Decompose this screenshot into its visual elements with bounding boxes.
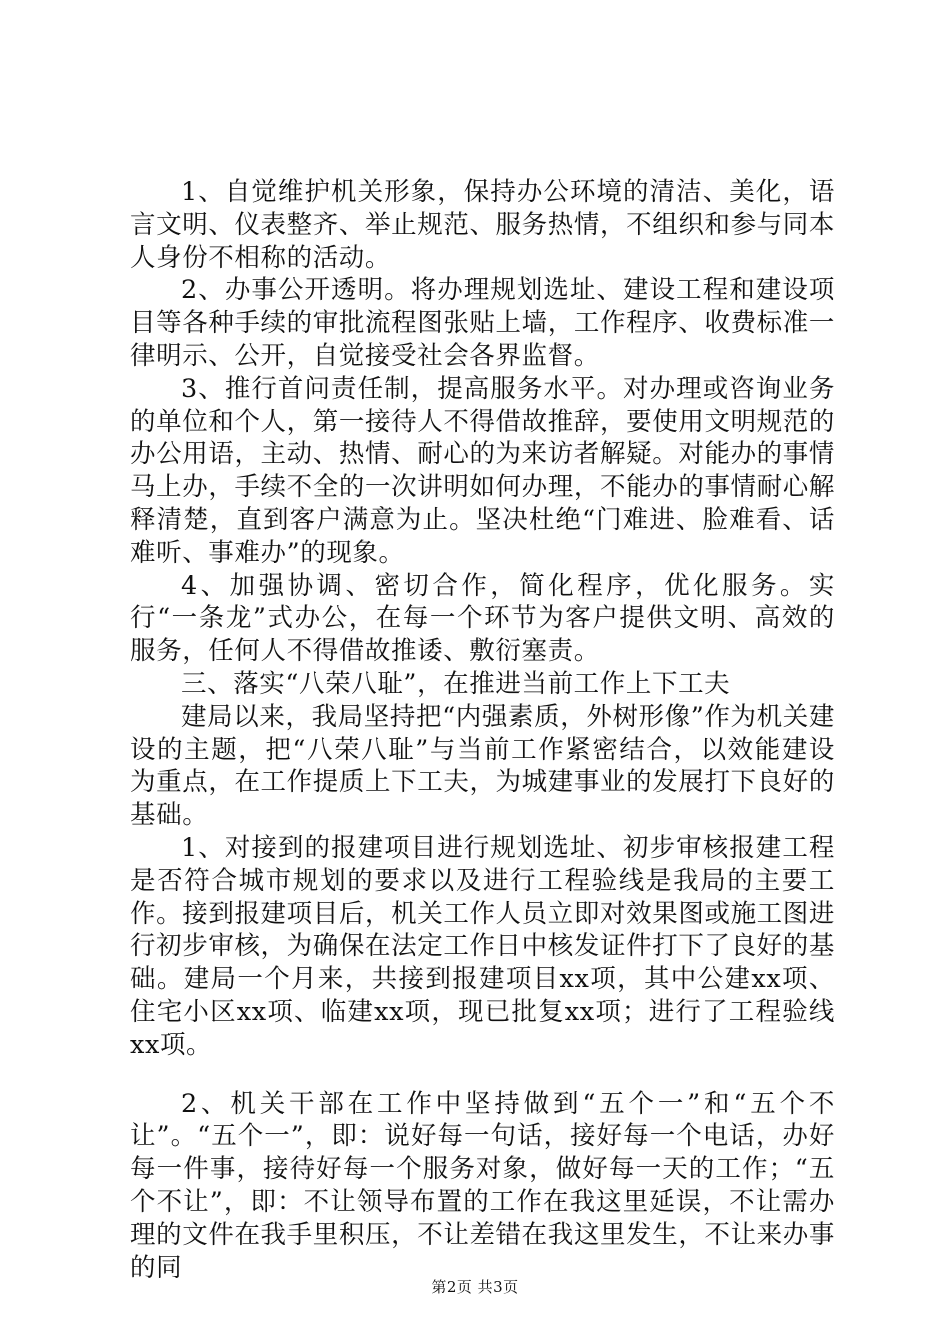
document-body [130,176,835,1284]
paragraph-5: 建局以来，我局坚持把“内强素质，外树形像”作为机关建设的主题，把“八荣八耻”与当前工作紧密结合，以效能建设为重点，在工作提质上下工夫，为城建事业的发展打下良好的基础。 [130,701,835,831]
paragraph-6: 1、对接到的报建项目进行规划选址、初步审核报建工程是否符合城市规划的要求以及进行工程验线是我局的主要工作。接到报建项目后，机关工作人员立即对效果图或施工图进行初步审核，为确保在法定工作日中核发证件打下了良好的基础。建局一个月来，共接到报建项目xx项，其中公建xx项、住宅小区xx项、临建xx项，现已批复xx项；进行了工程验线xx项。 [130,832,835,1060]
paragraph-spacer [130,1062,835,1088]
section-heading-3: 三、落实“八荣八耻”，在推进当前工作上下工夫 [181,668,731,699]
page-footer: 第2页 共3页 [431,1278,519,1296]
paragraph-4: 4、加强协调、密切合作，简化程序，优化服务。实行“一条龙”式办公，在每一个环节为客户提供文明、高效的服务，任何人不得借故推诿、敷衍塞责。 [130,570,835,667]
paragraph-3: 3、推行首问责任制，提高服务水平。对办理或咨询业务的单位和个人，第一接待人不得借故推辞，要使用文明规范的办公用语，主动、热情、耐心的为来访者解疑。对能办的事情马上办，手续不全的一次讲明如何办理，不能办的事情耐心解释清楚，直到客户满意为止。坚决杜绝“门难进、脸难看、话难听、事难办”的现象。 [130,373,835,568]
paragraph-1: 1、自觉维护机关形象，保持办公环境的清洁、美化，语言文明、仪表整齐、举止规范、服务热情，不组织和参与同本人身份不相称的活动。 [130,177,835,273]
paragraph-7: 2、机关干部在工作中坚持做到“五个一”和“五个不让”。“五个一”，即：说好每一句话，接好每一个电话，办好每一件事，接待好每一个服务对象，做好每一天的工作；“五个不让”，即：不让领导布置的工作在我这里延误，不让需办理的文件在我手里积压，不让差错在我这里发生，不让来办事的同 [130,1088,835,1283]
paragraph-2: 2、办事公开透明。将办理规划选址、建设工程和建设项目等各种手续的审批流程图张贴上墙，工作程序、收费标准一律明示、公开，自觉接受社会各界监督。 [130,275,835,371]
